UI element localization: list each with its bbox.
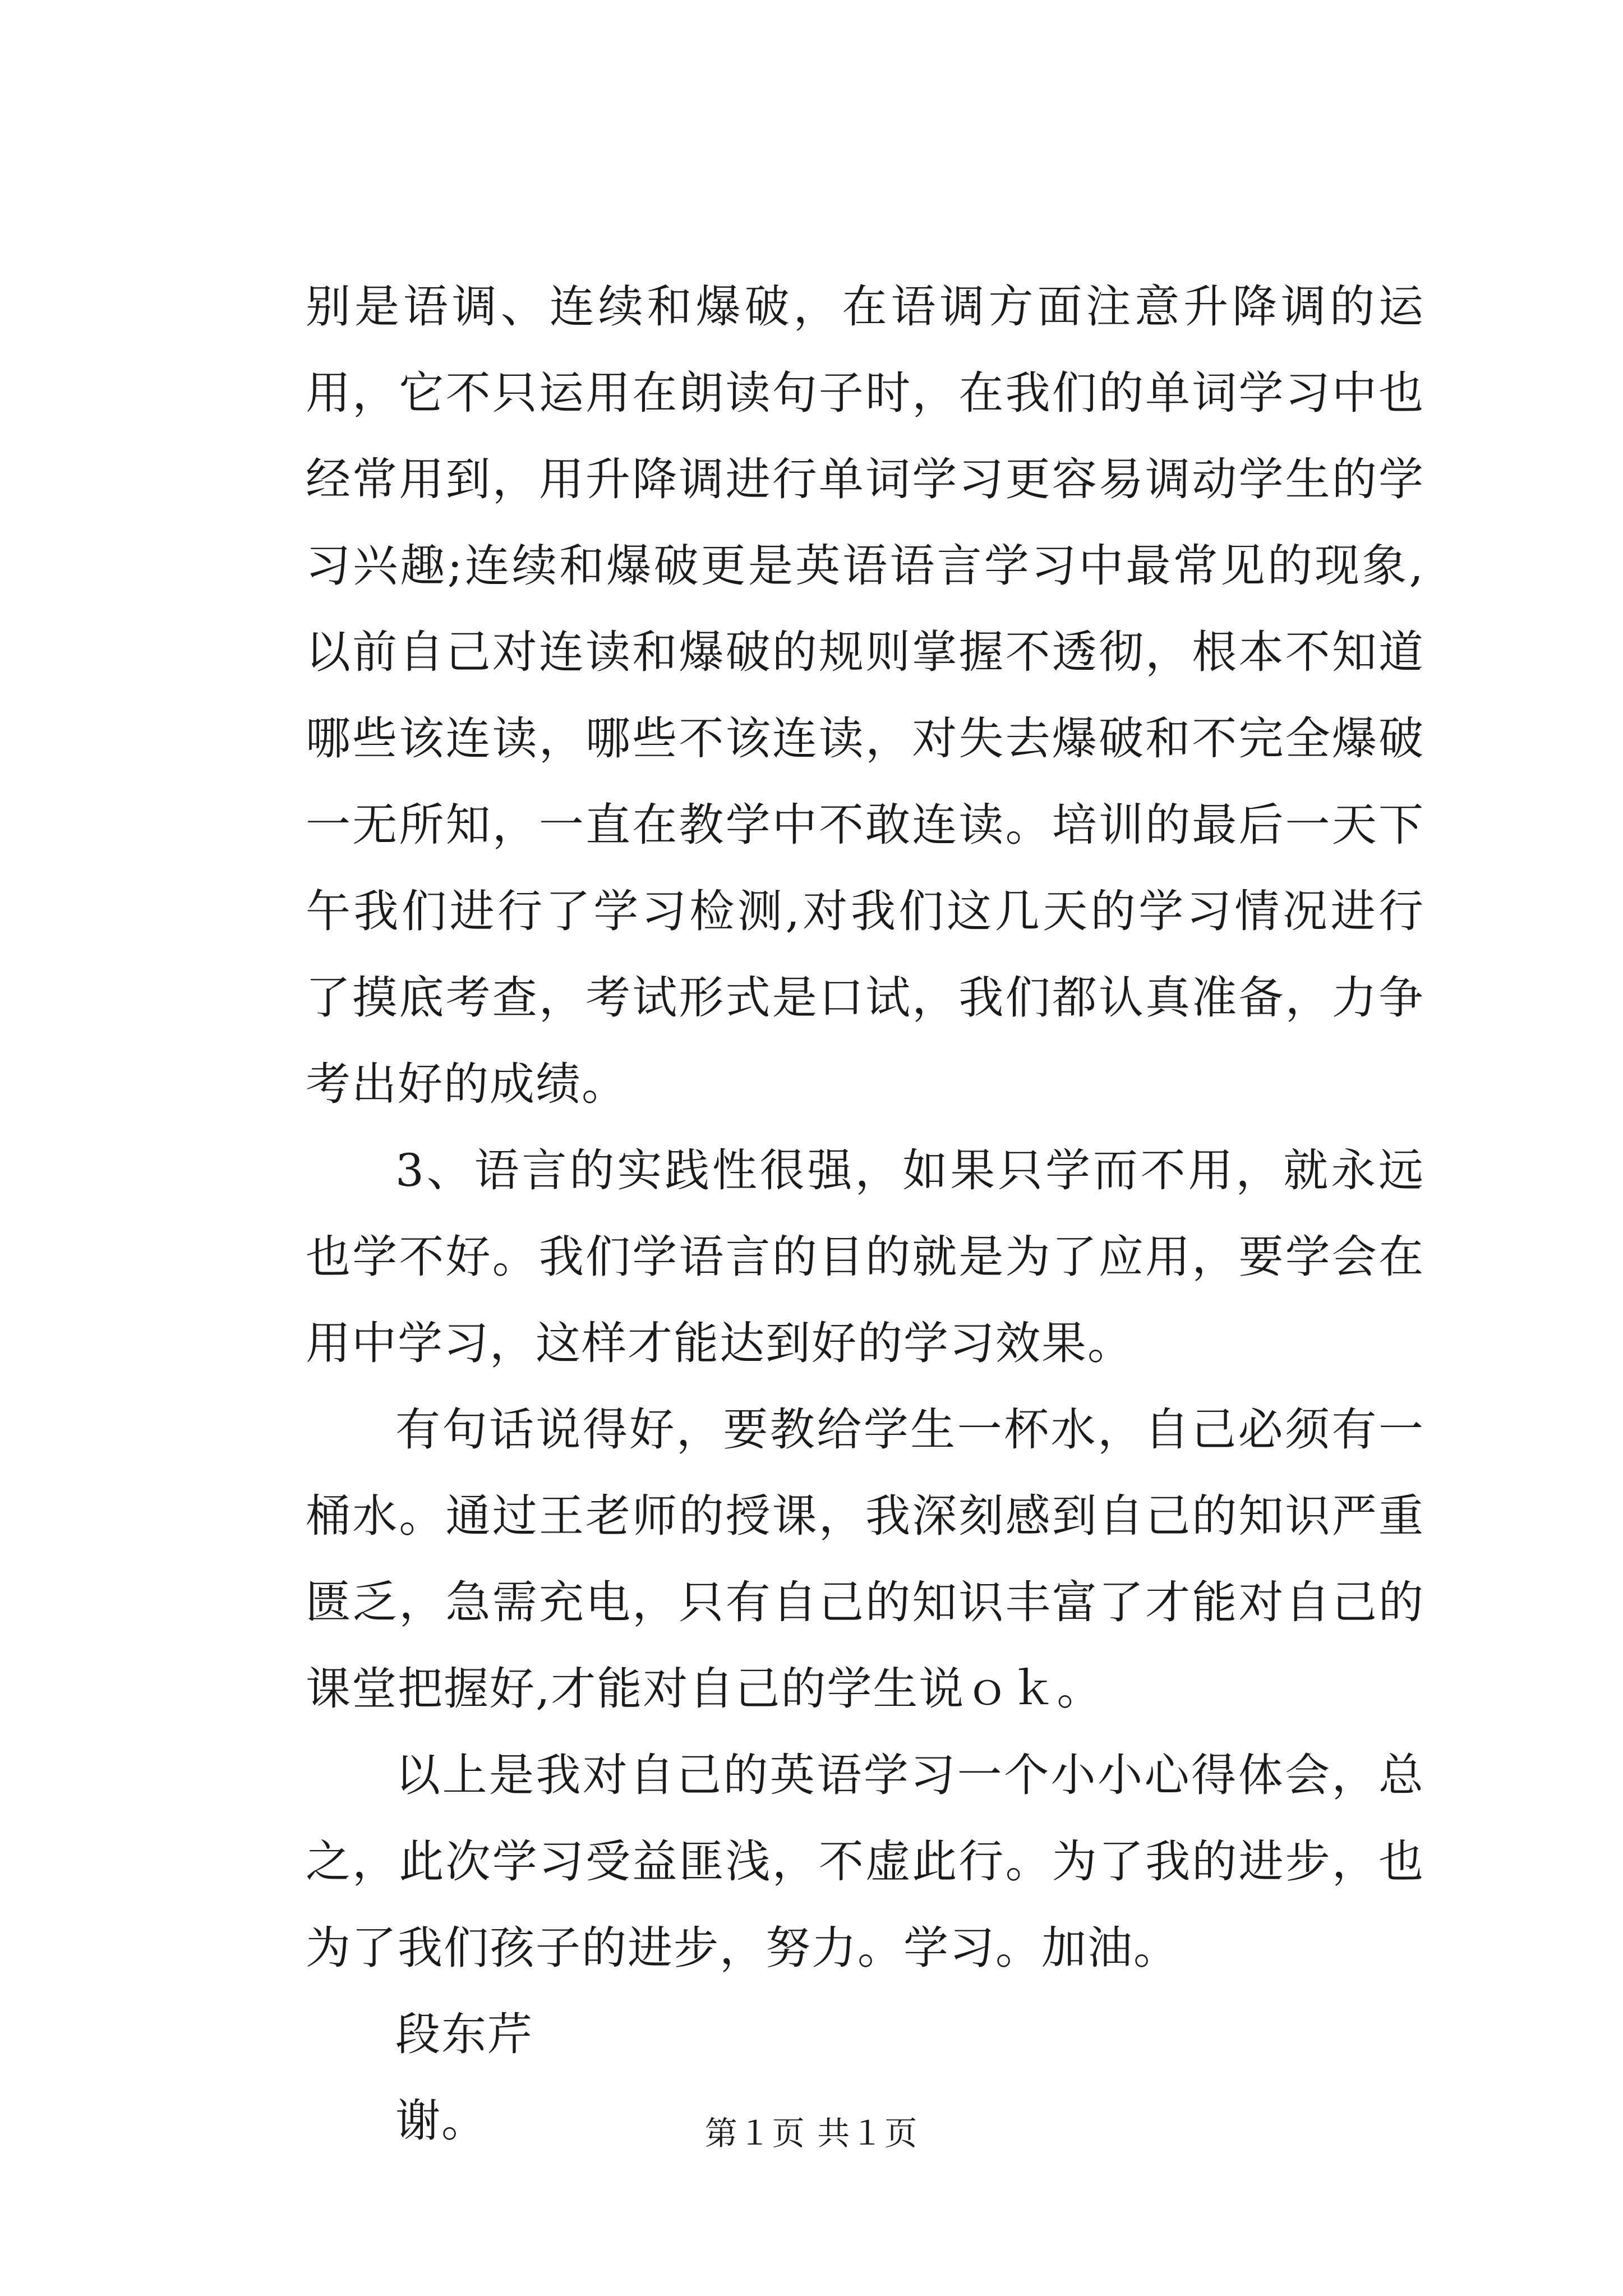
paragraph-point-3: 3、语言的实践性很强，如果只学而不用，就永远也学不好。我们学语言的目的就是为了应用，要学会在用中学习，这样才能达到好的学习效果。 bbox=[306, 1144, 1424, 1369]
page-number-footer: 第１页 共１页 bbox=[704, 2114, 919, 2152]
paragraph-conclusion: 以上是我对自己的英语学习一个小小心得体会，总之，此次学习受益匪浅，不虚此行。为了我的进步，也为了我们孩子的进步，努力。学习。加油。 bbox=[306, 1749, 1424, 1974]
document-body bbox=[306, 264, 1424, 2164]
paragraph-teacher: 有句话说得好，要教给学生一杯水，自己必须有一桶水。通过王老师的授课，我深刻感到自己的知识严重匮乏，急需充电，只有自己的知识丰富了才能对自己的课堂把握好,才能对自己的学生说ｏｋ。 bbox=[306, 1404, 1424, 1715]
paragraph-continuation: 别是语调、连续和爆破，在语调方面注意升降调的运用，它不只运用在朗读句子时，在我们的单词学习中也经常用到，用升降调进行单词学习更容易调动学生的学习兴趣;连续和爆破更是英语语言学习中最常见的现象,以前自己对连读和爆破的规则掌握不透彻，根本不知道哪些该连读，哪些不该连读，对失去爆破和不完全爆破一无所知，一直在教学中不敢连读。培训的最后一天下午我们进行了学习检测,对我们这几天的学习情况进行了摸底考查，考试形式是口试，我们都认真准备，力争考出好的成绩。 bbox=[306, 280, 1424, 1110]
author-name: 段东芹 bbox=[395, 2008, 533, 2060]
closing-thanks: 谢。 bbox=[395, 2095, 487, 2147]
